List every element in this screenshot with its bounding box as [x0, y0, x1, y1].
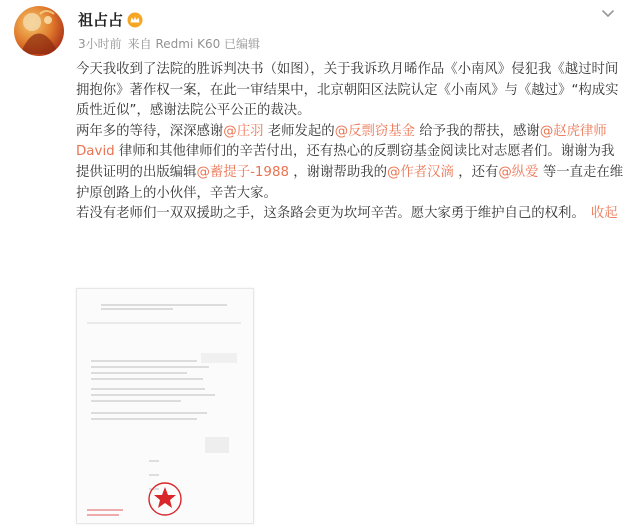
post-time[interactable]: 3小时前 [78, 37, 122, 51]
post-body [76, 60, 624, 225]
post-image-judgment[interactable] [76, 288, 254, 524]
avatar[interactable] [14, 6, 64, 56]
username-text[interactable]: 祖占占 [78, 11, 124, 29]
post-paragraph-2: 两年多的等待，深深感谢@庄羽 老师发起的@反剽窃基金 给予我的帮扶，感谢@赵虎律师David 律师和其他律师们的辛苦付出，还有热心的反剽窃基金阅读比对志愿者们。谢谢为我提供证明的出版编辑@蓄提子-1988 ，谢谢帮助我的@作者汉滴 ，还有@纵爱 等一直走在维护原创路上的小伙伴，辛苦大家。 [76, 123, 624, 201]
mention-anti-plagiarism-fund[interactable]: @反剽窃基金 [334, 123, 416, 139]
username[interactable] [78, 9, 143, 30]
post-paragraph-3: 若没有老师们一双双援助之手，这条路会更为坎坷辛苦。愿大家勇于维护自己的权利。 收起 [76, 206, 618, 222]
post-meta [78, 35, 260, 52]
post-source: 来自 Redmi K60 已编辑 [127, 37, 261, 51]
post-paragraph-1: 今天我收到了法院的胜诉判决书（如图），关于我诉玖月晞作品《小南风》侵犯我《越过时间拥抱你》著作权一案，在此一审结果中，北京朝阳区法院认定《小南风》与《越过》“构成实质性近似”，感谢法院公平公正的裁决。 [76, 62, 619, 119]
chevron-down-icon[interactable] [598, 4, 618, 24]
mention-zhuangyu[interactable]: @庄羽 [223, 123, 264, 139]
mention-zongai[interactable]: @纵爱 [498, 164, 539, 180]
vip-crown-icon [127, 12, 143, 28]
judgment-document-graphic [77, 289, 253, 523]
collapse-link[interactable]: 收起 [590, 206, 618, 222]
mention-author-handi[interactable]: @作者汉滴 [387, 164, 454, 180]
mention-editor[interactable]: @蓄提子-1988 [196, 164, 289, 180]
mention-lawyer-david[interactable]: @赵虎律师David [76, 123, 607, 160]
